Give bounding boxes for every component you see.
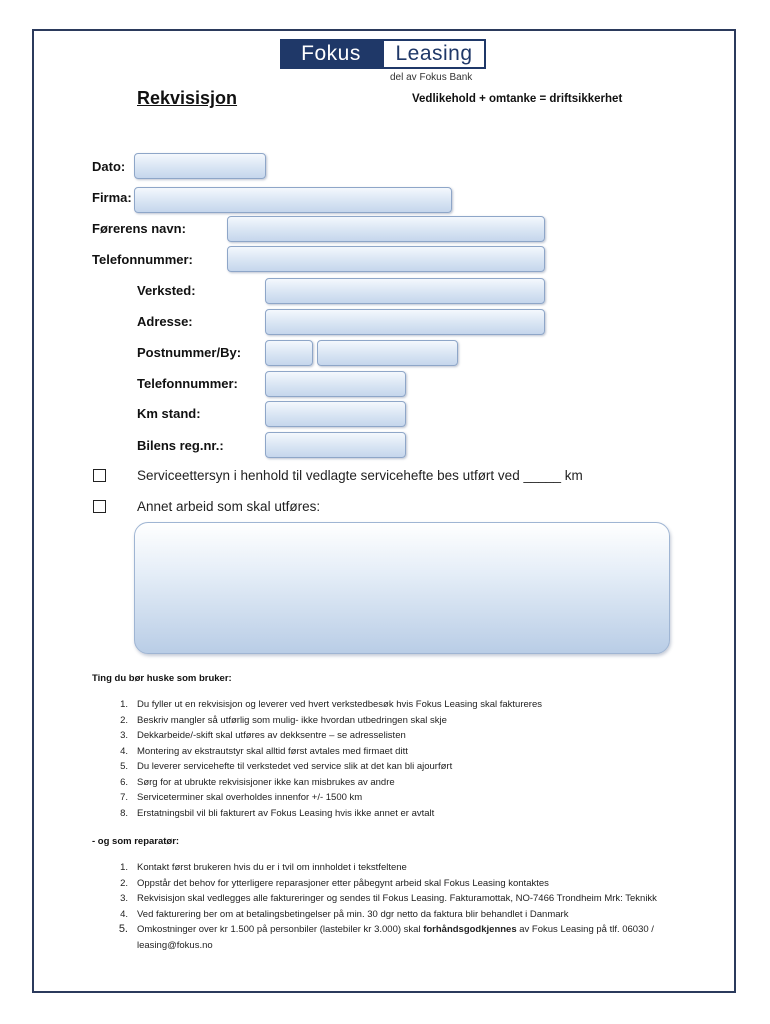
workshop-field[interactable] [265, 278, 545, 304]
list-item: 8. Erstatningsbil vil bli fakturert av Fokus Leasing hvis ikke annet er avtalt [120, 807, 435, 819]
registration-field[interactable] [265, 432, 406, 458]
driver-name-field[interactable] [227, 216, 545, 242]
address-field[interactable] [265, 309, 545, 335]
date-field[interactable] [134, 153, 266, 179]
list-item: 4. Montering av ekstrautstyr skal alltid først avtales med firmaet ditt [120, 745, 408, 757]
postal-city-label: Postnummer/By: [137, 345, 242, 360]
list-item: 1. Du fyller ut en rekvisisjon og leverer ved hvert verkstedbesøk hvis Fokus Leasing skal faktureres [120, 699, 542, 710]
page-title: Rekvisisjon [137, 88, 238, 108]
list-item: 4. Ved fakturering ber om at betalingsbetingelser på min. 30 dgr netto da faktura blir behandlet i Danmark [120, 908, 569, 920]
workshop-phone-field[interactable] [265, 371, 406, 397]
km-field[interactable] [265, 401, 406, 427]
list-item: 3. Dekkarbeide/-skift skal utføres av dekksentre – se adresselisten [120, 730, 406, 741]
list-item: 7. Serviceterminer skal overholdes innenfor +/- 1500 km [120, 792, 363, 803]
user-instructions-list [112, 697, 672, 821]
other-work-label: Annet arbeid som skal utføres: [137, 499, 321, 514]
phone-field[interactable] [227, 246, 545, 272]
fokus-leasing-logo [280, 39, 486, 69]
other-work-textarea[interactable] [134, 522, 670, 654]
city-field[interactable] [317, 340, 458, 366]
list-item: 5. Du leverer servicehefte til verkstedet ved service slik at det kan bli ajourført [120, 761, 453, 772]
list-item: 6. Sørg for at ubrukte rekvisisjoner ikke kan misbrukes av andre [120, 776, 395, 788]
phone-label: Telefonnummer: [92, 252, 193, 267]
registration-label: Bilens reg.nr.: [137, 438, 224, 453]
date-label: Dato: [92, 159, 126, 174]
other-work-checkbox[interactable] [93, 500, 106, 513]
list-item: 3. Rekvisisjon skal vedlegges alle faktureringer og sendes til Fokus Leasing. Fakturamottak, NO-7466 Trondheim Mrk: Teknikk [120, 893, 657, 904]
logo-subtitle: del av Fokus Bank [390, 72, 473, 83]
list-item: 1. Kontakt først brukeren hvis du er i tvil om innholdet i tekstfeltene [120, 862, 407, 873]
company-field[interactable] [134, 187, 452, 213]
workshop-phone-label: Telefonnummer: [137, 376, 238, 391]
list-item: 2. Oppstår det behov for ytterligere reparasjoner etter påbegynt arbeid skal Fokus Leasing kontaktes [120, 877, 549, 889]
motto: Vedlikehold + omtanke = driftsikkerhet [412, 93, 623, 105]
repair-instructions-list [112, 860, 672, 953]
postal-code-field[interactable] [265, 340, 313, 366]
address-label: Adresse: [137, 314, 193, 329]
service-checkbox[interactable] [93, 469, 106, 482]
workshop-label: Verksted: [137, 283, 196, 298]
user-section-heading: Ting du bør huske som bruker: [92, 673, 232, 684]
logo-fokus-text: Fokus [280, 39, 382, 69]
service-checkbox-label: Serviceettersyn i henhold til vedlagte servicehefte bes utført ved _____ km [137, 468, 583, 483]
km-label: Km stand: [137, 406, 201, 421]
driver-name-label: Førerens navn: [92, 221, 186, 236]
list-item: 5. Omkostninger over kr 1.500 på personbiler (lastebiler kr 3.000) skal forhåndsgodkjennes av Fokus Leasing på tlf. 06030 / leasing@fokus.no [118, 923, 654, 951]
list-item: 2. Beskriv mangler så utførlig som mulig- ikke hvordan utbedringen skal skje [120, 714, 447, 726]
company-label: Firma: [92, 190, 132, 205]
repair-section-heading: - og som reparatør: [92, 836, 180, 847]
logo-leasing-text: Leasing [382, 39, 486, 69]
